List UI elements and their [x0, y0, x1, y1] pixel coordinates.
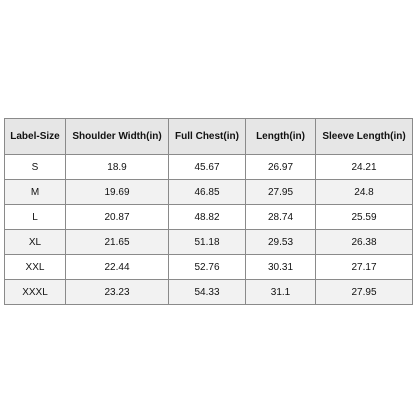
shoulder-width-cell: 23.23 — [66, 280, 169, 305]
size-cell: XXXL — [5, 280, 66, 305]
table-row — [5, 205, 413, 230]
size-chart-header — [5, 119, 413, 155]
size-cell: XXL — [5, 255, 66, 280]
full-chest-cell: 46.85 — [169, 180, 246, 205]
shoulder-width-cell: 20.87 — [66, 205, 169, 230]
header-length: Length(in) — [246, 119, 316, 155]
header-row — [5, 119, 413, 155]
sleeve-length-cell: 26.38 — [316, 230, 413, 255]
sleeve-length-cell: 27.95 — [316, 280, 413, 305]
header-label-size: Label-Size — [5, 119, 66, 155]
sleeve-length-cell: 24.21 — [316, 155, 413, 180]
full-chest-cell: 54.33 — [169, 280, 246, 305]
size-cell: S — [5, 155, 66, 180]
sleeve-length-cell: 27.17 — [316, 255, 413, 280]
table-row — [5, 155, 413, 180]
header-sleeve-length: Sleeve Length(in) — [316, 119, 413, 155]
length-cell: 30.31 — [246, 255, 316, 280]
length-cell: 29.53 — [246, 230, 316, 255]
full-chest-cell: 51.18 — [169, 230, 246, 255]
size-cell: L — [5, 205, 66, 230]
full-chest-cell: 45.67 — [169, 155, 246, 180]
shoulder-width-cell: 19.69 — [66, 180, 169, 205]
table-row — [5, 230, 413, 255]
length-cell: 26.97 — [246, 155, 316, 180]
length-cell: 28.74 — [246, 205, 316, 230]
header-shoulder-width: Shoulder Width(in) — [66, 119, 169, 155]
full-chest-cell: 48.82 — [169, 205, 246, 230]
header-full-chest: Full Chest(in) — [169, 119, 246, 155]
size-cell: M — [5, 180, 66, 205]
sleeve-length-cell: 24.8 — [316, 180, 413, 205]
table-row — [5, 280, 413, 305]
shoulder-width-cell: 18.9 — [66, 155, 169, 180]
table-row — [5, 180, 413, 205]
shoulder-width-cell: 21.65 — [66, 230, 169, 255]
length-cell: 31.1 — [246, 280, 316, 305]
size-cell: XL — [5, 230, 66, 255]
size-chart-table — [4, 118, 413, 305]
sleeve-length-cell: 25.59 — [316, 205, 413, 230]
full-chest-cell: 52.76 — [169, 255, 246, 280]
shoulder-width-cell: 22.44 — [66, 255, 169, 280]
table-row — [5, 255, 413, 280]
size-chart-body — [5, 155, 413, 305]
length-cell: 27.95 — [246, 180, 316, 205]
